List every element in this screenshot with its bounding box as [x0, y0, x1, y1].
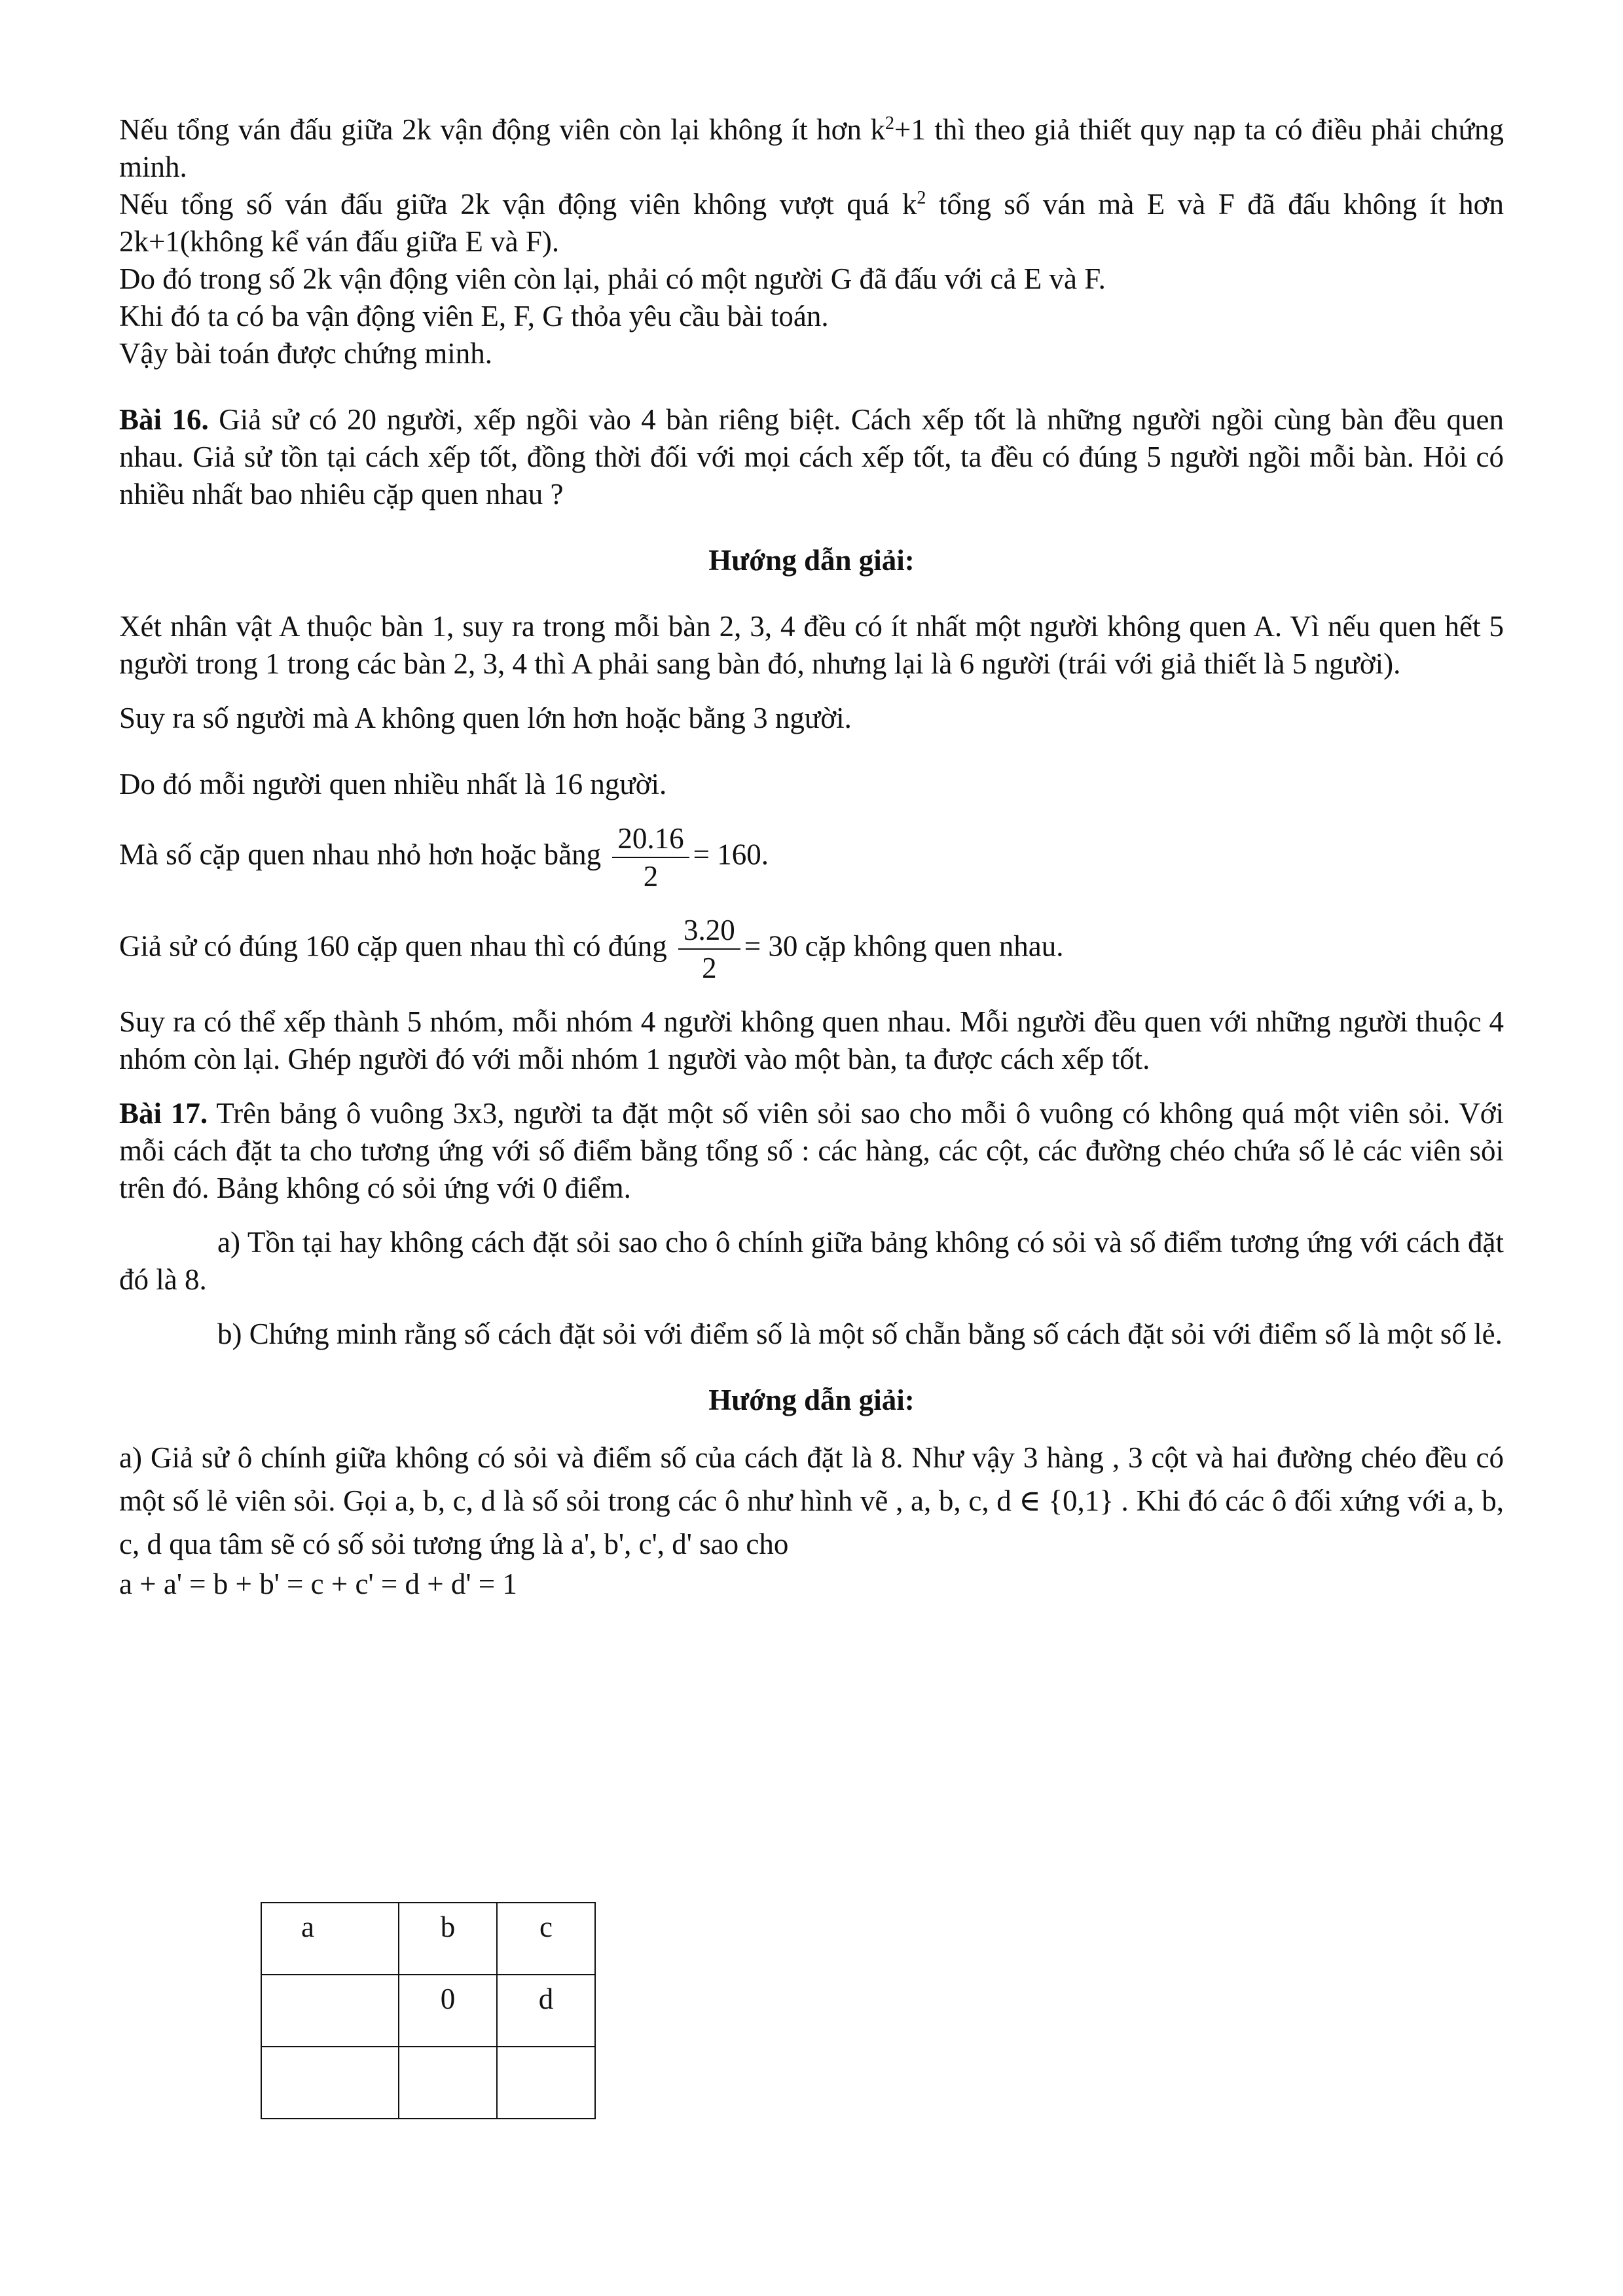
solution-16-step-5: Giả sử có đúng 160 cặp quen nhau thì có đúng $\frac{3.20}{2}$ = 30 cặp không quen nhau. — [119, 912, 1504, 986]
paragraph-induction-3: Do đó trong số 2k vận động viên còn lại, phải có một người G đã đấu với cả E và F. — [119, 262, 1106, 295]
solution-17-a: a) Giả sử ô chính giữa không có sỏi và điểm số của cách đặt là 8. Như vậy 3 hàng , 3 cột và hai đường chéo đều có một số lẻ viên sỏi. Gọi a, b, c, d là số sỏi trong các ô như hình vẽ , a, b, c, d ∈ {0,1} . Khi đó các ô đối xứng với a, b, c, d qua tâm sẽ có số sỏi tương ứng là a', b', c', d' sao cho — [119, 1441, 1504, 1560]
grid-cell — [497, 2047, 595, 2119]
grid-row — [261, 1975, 595, 2047]
grid-cell — [261, 2047, 399, 2119]
grid-cell — [399, 2047, 497, 2119]
paragraph-induction-5: Vậy bài toán được chứng minh. — [119, 337, 492, 370]
paragraph-induction-1: Nếu tổng ván đấu giữa 2k vận động viên còn lại không ít hơn $k^2+1$ thì theo giả thiết quy nạp ta có điều phải chứng minh. — [119, 113, 1504, 183]
problem-17: Bài 17. Trên bảng ô vuông 3x3, người ta đặt một số viên sỏi sao cho mỗi ô vuông có không quá một viên sỏi. Với mỗi cách đặt ta cho tương ứng với số điểm bằng tổng số : các hàng, các cột, các đường chéo chứa số lẻ các viên sỏi trên đó. Bảng không có sỏi ứng với 0 điểm. — [119, 1097, 1504, 1204]
solution-16-step-2: Suy ra số người mà A không quen lớn hơn hoặc bằng 3 người. — [119, 702, 852, 734]
solution-heading-16: Hướng dẫn giải: — [708, 544, 915, 577]
fraction-3-20-over-2: $\frac{3.20}{2}$ — [678, 912, 740, 986]
grid-row — [261, 1903, 595, 1975]
grid-cell: b — [399, 1903, 497, 1975]
paragraph-induction-2: Nếu tổng số ván đấu giữa 2k vận động viên không vượt quá $k^2$ tổng số ván mà E và F đã đấu không ít hơn 2k+1(không kể ván đấu giữa E và F). — [119, 188, 1504, 258]
paragraph-induction-4: Khi đó ta có ba vận động viên E, F, G thỏa yêu cầu bài toán. — [119, 300, 829, 332]
grid-row — [261, 2047, 595, 2119]
grid-cell: 0 — [399, 1975, 497, 2047]
solution-heading-17: Hướng dẫn giải: — [708, 1384, 915, 1416]
solution-16-step-6: Suy ra có thể xếp thành 5 nhóm, mỗi nhóm 4 người không quen nhau. Mỗi người đều quen với những người thuộc 4 nhóm còn lại. Ghép người đó với mỗi nhóm 1 người vào một bàn, ta được cách xếp tốt. — [119, 1005, 1504, 1075]
grid-cell: d — [497, 1975, 595, 2047]
problem-17-label: Bài 17. — [119, 1097, 208, 1130]
solution-16-step-3: Do đó mỗi người quen nhiều nhất là 16 người. — [119, 768, 667, 800]
problem-17-part-a: a) Tồn tại hay không cách đặt sỏi sao cho ô chính giữa bảng không có sỏi và số điểm tương ứng với cách đặt đó là 8. — [119, 1226, 1504, 1296]
solution-16-step-1: Xét nhân vật A thuộc bàn 1, suy ra trong mỗi bàn 2, 3, 4 đều có ít nhất một người không quen A. Vì nếu quen hết 5 người trong 1 trong các bàn 2, 3, 4 thì A phải sang bàn đó, nhưng lại là 6 người (trái với giả thiết là 5 người). — [119, 610, 1504, 680]
problem-17-part-b: b) Chứng minh rằng số cách đặt sỏi với điểm số là một số chẵn bằng số cách đặt sỏi với điểm số là một số lẻ. — [217, 1318, 1503, 1350]
solution-16-step-4: Mà số cặp quen nhau nhỏ hơn hoặc bằng $\frac{20.16}{2}$ = 160. — [119, 820, 1504, 895]
fraction-20-16-over-2: $\frac{20.16}{2}$ — [612, 820, 689, 895]
pebble-grid-3x3 — [261, 1902, 596, 2119]
problem-16: Bài 16. Giả sử có 20 người, xếp ngồi vào 4 bàn riêng biệt. Cách xếp tốt là những người ngồi cùng bàn đều quen nhau. Giả sử tồn tại cách xếp tốt, đồng thời đối với mọi cách xếp tốt, ta đều có đúng 5 người ngồi mỗi bàn. Hỏi có nhiều nhất bao nhiêu cặp quen nhau ? — [119, 403, 1504, 511]
grid-cell — [261, 1975, 399, 2047]
set-membership: a, b, c, d ∈ {0,1} — [911, 1484, 1114, 1517]
symmetric-cells: a', b', c', d' — [570, 1528, 692, 1560]
solution-17-equation: a + a' = b + b' = c + c' = d + d' = 1 — [119, 1568, 517, 1600]
grid-cell: c — [497, 1903, 595, 1975]
problem-16-label: Bài 16. — [119, 403, 209, 436]
document-page — [119, 111, 1504, 1603]
grid-cell: a — [261, 1903, 399, 1975]
